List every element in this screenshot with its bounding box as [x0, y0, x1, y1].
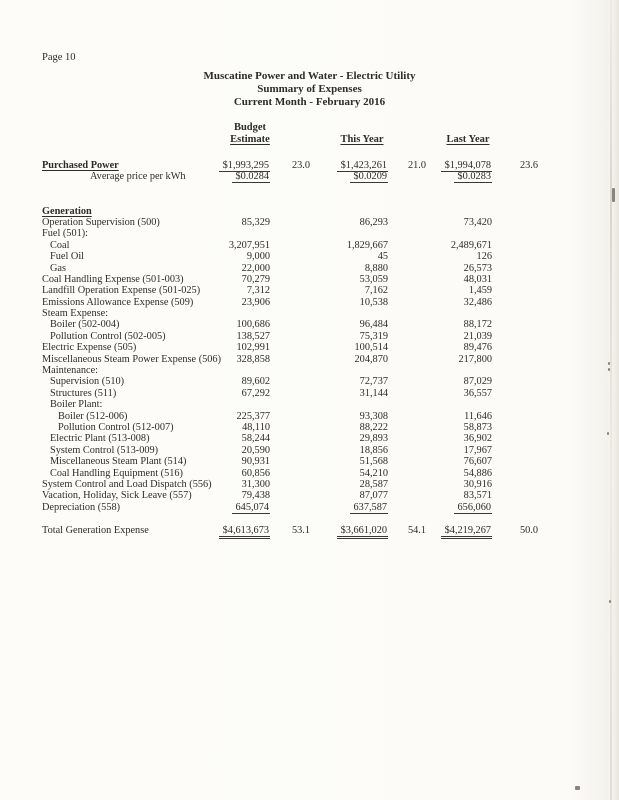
- cell-budget: 89,602: [241, 376, 270, 388]
- cell-budget: $0.0284: [170, 171, 270, 182]
- row-label: Emissions Allowance Expense (509): [42, 296, 194, 308]
- cell-this-year: $3,661,020: [288, 525, 388, 536]
- row-label: Supervision (510): [50, 376, 125, 388]
- scan-artifact: [612, 188, 615, 202]
- cell-pct2: 21.0: [407, 160, 426, 171]
- cell-pct1: 53.1: [291, 524, 310, 536]
- cell-last-year: 36,902: [463, 433, 492, 445]
- cell-budget: 7,312: [246, 285, 270, 297]
- cell-last-year: 2,489,671: [450, 239, 492, 251]
- document-title-block: [0, 70, 619, 109]
- cell-budget: 100,686: [236, 319, 270, 331]
- cell-budget: 20,590: [241, 444, 270, 456]
- cell-this-year: 204,870: [354, 353, 388, 365]
- table-row: [0, 502, 619, 513]
- cell-last-year: $0.0283: [392, 171, 492, 182]
- row-label: Boiler (512-006): [58, 410, 128, 422]
- cell-this-year: $1,423,261: [288, 160, 388, 171]
- table-row: [0, 388, 619, 399]
- cell-this-year: 53,059: [359, 273, 388, 285]
- scan-artifact: [609, 600, 611, 603]
- scan-artifact: [608, 368, 610, 371]
- column-header-budget-line2: Estimate: [230, 134, 270, 145]
- document-subtitle: Summary of Expenses: [257, 83, 362, 95]
- cell-budget: 9,000: [246, 251, 270, 263]
- table-row: [0, 160, 619, 171]
- row-label: Maintenance:: [42, 365, 99, 377]
- column-header-budget-line1: Budget: [233, 122, 267, 133]
- table-row: [0, 251, 619, 262]
- cell-budget: 23,906: [241, 296, 270, 308]
- cell-last-year: $4,219,267: [392, 525, 492, 536]
- spacer-row: [0, 194, 619, 205]
- row-label: Depreciation (558): [42, 501, 121, 513]
- cell-this-year: 54,210: [359, 467, 388, 479]
- row-label: Coal Handling Expense (501-003): [42, 273, 184, 285]
- table-row: [0, 285, 619, 296]
- cell-this-year: 100,514: [354, 342, 388, 354]
- row-label: Structures (511): [50, 387, 117, 399]
- cell-budget: 67,292: [241, 387, 270, 399]
- table-row: [0, 263, 619, 274]
- column-header-last-year: Last Year: [446, 134, 490, 145]
- document-period: Current Month - February 2016: [233, 96, 386, 108]
- cell-budget: $1,993,295: [170, 160, 270, 171]
- cell-last-year: 87,029: [463, 376, 492, 388]
- cell-this-year: 10,538: [359, 296, 388, 308]
- table-row: [0, 445, 619, 456]
- cell-pct3: 23.6: [519, 160, 538, 171]
- cell-last-year: 32,486: [463, 296, 492, 308]
- cell-this-year: 88,222: [359, 421, 388, 433]
- cell-last-year: 76,607: [463, 456, 492, 468]
- table-row: [0, 456, 619, 467]
- table-row: [0, 411, 619, 422]
- row-label: Gas: [50, 262, 67, 274]
- cell-budget: 645,074: [170, 502, 270, 513]
- cell-last-year: 88,172: [463, 319, 492, 331]
- table-row: [0, 206, 619, 217]
- cell-this-year: 51,568: [359, 456, 388, 468]
- cell-this-year: 72,737: [359, 376, 388, 388]
- cell-this-year: 18,856: [359, 444, 388, 456]
- cell-this-year: $0.0209: [288, 171, 388, 182]
- cell-pct3: 50.0: [519, 524, 538, 536]
- cell-budget: 58,244: [241, 433, 270, 445]
- cell-last-year: $1,994,078: [392, 160, 492, 171]
- table-row: [0, 365, 619, 376]
- row-label: Miscellaneous Steam Plant (514): [50, 456, 187, 468]
- table-row: [0, 490, 619, 501]
- row-label: Electric Plant (513-008): [50, 433, 150, 445]
- cell-last-year: 89,476: [463, 342, 492, 354]
- cell-this-year: 28,587: [359, 478, 388, 490]
- cell-budget: 85,329: [241, 216, 270, 228]
- cell-budget: 225,377: [236, 410, 270, 422]
- scan-artifact: [607, 432, 609, 435]
- cell-this-year: 45: [377, 251, 388, 263]
- row-label: Fuel Oil: [50, 251, 85, 263]
- cell-pct2: 54.1: [407, 524, 426, 536]
- cell-budget: $4,613,673: [170, 525, 270, 536]
- column-header-this-year: This Year: [340, 134, 384, 145]
- table-row: [0, 331, 619, 342]
- document-title: Muscatine Power and Water - Electric Utility: [203, 70, 416, 82]
- cell-budget: 90,931: [241, 456, 270, 468]
- cell-last-year: 54,886: [463, 467, 492, 479]
- cell-last-year: 1,459: [468, 285, 492, 297]
- row-label: Operation Supervision (500): [42, 216, 160, 228]
- cell-pct1: 23.0: [291, 160, 310, 171]
- row-label: Fuel (501):: [42, 228, 89, 240]
- row-label: Landfill Operation Expense (501-025): [42, 285, 201, 297]
- table-row: [0, 376, 619, 387]
- cell-this-year: 86,293: [359, 216, 388, 228]
- row-label: Purchased Power: [42, 160, 119, 171]
- scan-artifact: [610, 0, 612, 800]
- row-label: Pollution Control (512-007): [58, 421, 174, 433]
- expense-rows: [0, 160, 619, 536]
- cell-budget: 22,000: [241, 262, 270, 274]
- cell-this-year: 93,308: [359, 410, 388, 422]
- table-row: [0, 308, 619, 319]
- cell-this-year: 7,162: [364, 285, 388, 297]
- table-row: [0, 342, 619, 353]
- cell-this-year: 29,893: [359, 433, 388, 445]
- cell-last-year: 58,873: [463, 421, 492, 433]
- table-row: [0, 240, 619, 251]
- cell-budget: 70,279: [241, 273, 270, 285]
- row-label: System Control and Load Dispatch (556): [42, 478, 212, 490]
- row-label: Total Generation Expense: [42, 524, 149, 536]
- row-label: Generation: [42, 205, 92, 217]
- table-row: [0, 479, 619, 490]
- cell-last-year: 30,916: [463, 478, 492, 490]
- table-row: [0, 354, 619, 365]
- cell-this-year: 75,319: [359, 330, 388, 342]
- row-label: Vacation, Holiday, Sick Leave (557): [42, 490, 192, 502]
- cell-last-year: 11,646: [464, 410, 492, 422]
- spacer-row: [0, 513, 619, 524]
- cell-last-year: 26,573: [463, 262, 492, 274]
- cell-this-year: 96,484: [359, 319, 388, 331]
- row-label: Pollution Control (502-005): [50, 330, 166, 342]
- cell-last-year: 48,031: [463, 273, 492, 285]
- cell-budget: 138,527: [236, 330, 270, 342]
- cell-this-year: 31,144: [359, 387, 388, 399]
- cell-budget: 79,438: [241, 490, 270, 502]
- spacer-row: [0, 183, 619, 194]
- row-label: Miscellaneous Steam Power Expense (506): [42, 353, 222, 365]
- cell-last-year: 83,571: [463, 490, 492, 502]
- cell-last-year: 217,800: [458, 353, 492, 365]
- cell-last-year: 73,420: [463, 216, 492, 228]
- row-label: Steam Expense:: [42, 308, 109, 320]
- cell-this-year: 87,077: [359, 490, 388, 502]
- cell-budget: 328,858: [236, 353, 270, 365]
- table-row: [0, 468, 619, 479]
- cell-last-year: 656,060: [392, 502, 492, 513]
- table-row: [0, 274, 619, 285]
- row-label: Boiler Plant:: [50, 399, 103, 411]
- scan-artifact: [608, 362, 610, 365]
- cell-budget: 31,300: [241, 478, 270, 490]
- table-row: [0, 217, 619, 228]
- table-row: [0, 297, 619, 308]
- cell-last-year: 21,039: [463, 330, 492, 342]
- page-number: Page 10: [42, 52, 76, 63]
- table-row: [0, 525, 619, 536]
- row-label: Coal Handling Equipment (516): [50, 467, 183, 479]
- table-row: [0, 171, 619, 182]
- row-label: Coal: [50, 239, 70, 251]
- table-row: [0, 228, 619, 239]
- cell-budget: 3,207,951: [228, 239, 270, 251]
- cell-budget: 60,856: [241, 467, 270, 479]
- table-row: [0, 422, 619, 433]
- cell-this-year: 637,587: [288, 502, 388, 513]
- cell-this-year: 1,829,667: [346, 239, 388, 251]
- cell-last-year: 126: [476, 251, 492, 263]
- scan-artifact: [575, 786, 580, 790]
- row-label: Electric Expense (505): [42, 342, 137, 354]
- table-row: [0, 319, 619, 330]
- cell-last-year: 36,557: [463, 387, 492, 399]
- cell-budget: 102,991: [236, 342, 270, 354]
- cell-budget: 48,110: [242, 421, 270, 433]
- row-label: System Control (513-009): [50, 444, 159, 456]
- cell-this-year: 8,880: [364, 262, 388, 274]
- row-label: Boiler (502-004): [50, 319, 120, 331]
- table-row: [0, 399, 619, 410]
- table-row: [0, 433, 619, 444]
- row-label: Average price per kWh: [90, 171, 186, 183]
- cell-last-year: 17,967: [463, 444, 492, 456]
